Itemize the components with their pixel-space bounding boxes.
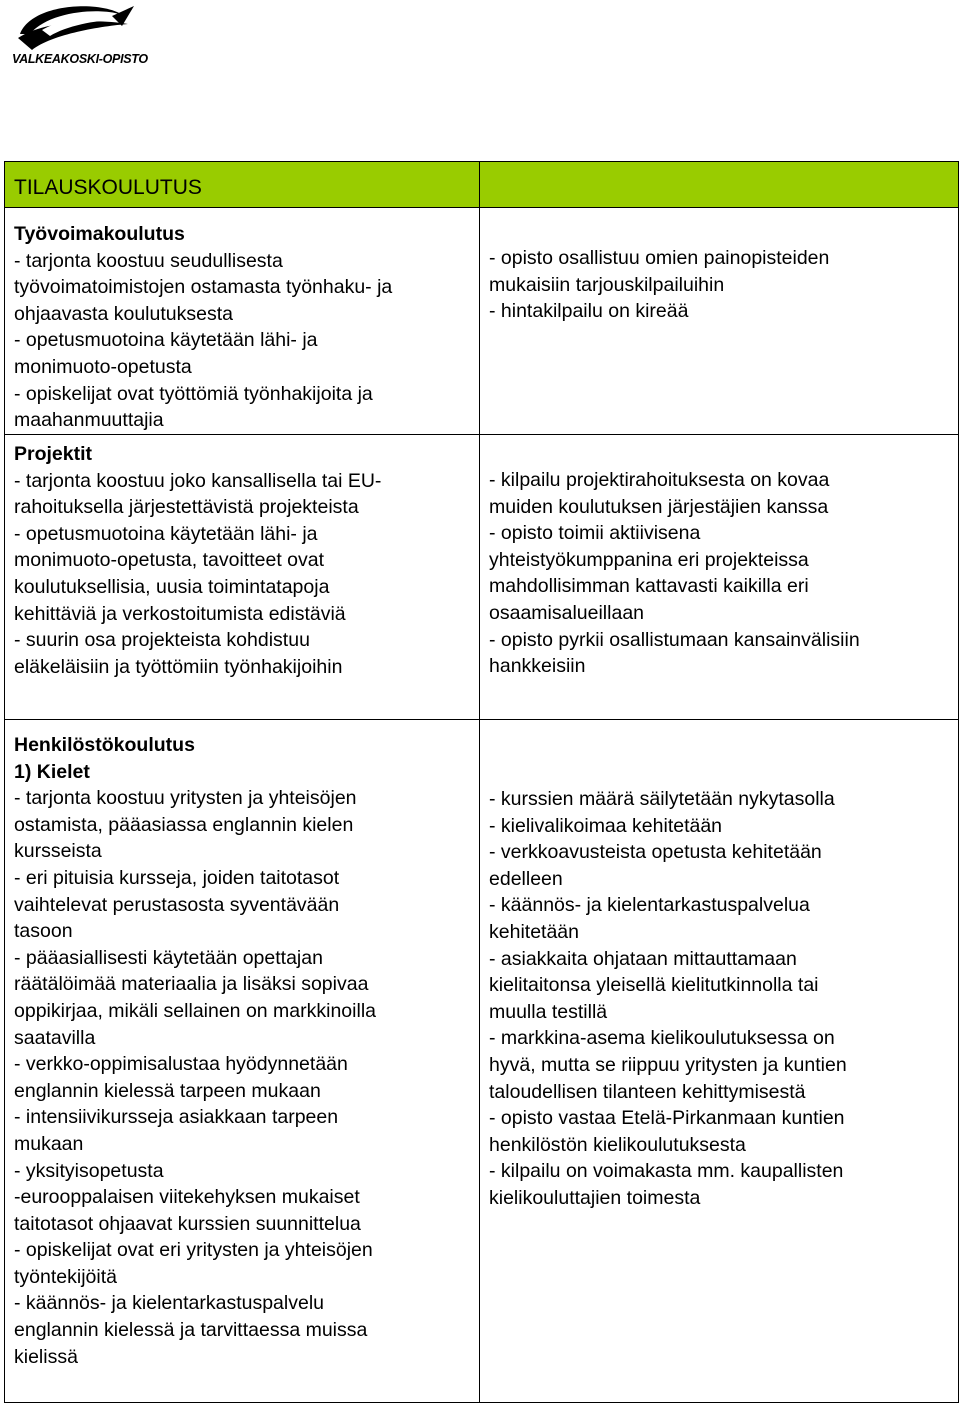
header-cell-right bbox=[480, 162, 959, 208]
text-line: työntekijöitä bbox=[14, 1265, 117, 1288]
text-line: - opetusmuotoina käytetään lähi- ja bbox=[14, 329, 318, 352]
text-line: osaamisalueillaan bbox=[489, 601, 645, 624]
text-line: - käännös- ja kielentarkastuspalvelu bbox=[14, 1292, 325, 1315]
text-line: kursseista bbox=[14, 840, 102, 863]
logo-emblem-icon bbox=[12, 4, 136, 54]
text-line: yhteistyökumppanina eri projekteissa bbox=[489, 548, 809, 571]
header-cell-left bbox=[5, 162, 480, 208]
text-line: - asiakkaita ohjataan mittauttamaan bbox=[489, 947, 797, 970]
section-title: Työvoimakoulutus bbox=[14, 223, 185, 245]
text-line: tasoon bbox=[14, 920, 73, 943]
text-line: taloudellisen tilanteen kehittymisestä bbox=[489, 1080, 806, 1103]
text-line: -eurooppalaisen viitekehyksen mukaiset bbox=[14, 1186, 360, 1209]
table-header: TILAUSKOULUTUS bbox=[14, 176, 202, 199]
text-line: muiden koulutuksen järjestäjien kanssa bbox=[489, 495, 829, 518]
text-line: - kielivalikoimaa kehitetään bbox=[489, 814, 723, 837]
text-line: englannin kielessä ja tarvittaessa muissa bbox=[14, 1319, 368, 1342]
text-line: koulutuksellisia, uusia toimintatapoja bbox=[14, 575, 330, 598]
text-line: - opisto pyrkii osallistumaan kansainvälisiin bbox=[489, 628, 860, 651]
text-line: - opetusmuotoina käytetään lähi- ja bbox=[14, 522, 318, 545]
text-line: - kurssien määrä säilytetään nykytasolla bbox=[489, 788, 835, 810]
text-line: - opiskelijat ovat työttömiä työnhakijoita ja bbox=[14, 382, 373, 405]
row-left-content bbox=[5, 208, 479, 434]
section-subtitle: 1) Kielet bbox=[14, 760, 90, 783]
text-line: - opisto toimii aktiivisena bbox=[489, 522, 701, 545]
text-line: rahoituksella järjestettävistä projekteista bbox=[14, 496, 359, 519]
row-right-content bbox=[480, 208, 958, 325]
text-line: - tarjonta koostuu seudullisesta bbox=[14, 249, 283, 272]
text-line: monimuoto-opetusta bbox=[14, 355, 192, 378]
text-line: räätälöimää materiaalia ja lisäksi sopivaa bbox=[14, 973, 369, 996]
text-line: edelleen bbox=[489, 867, 563, 890]
text-line: muulla testillä bbox=[489, 1000, 608, 1023]
text-line: ostamista, pääasiassa englannin kielen bbox=[14, 813, 354, 836]
text-line: maahanmuuttajia bbox=[14, 409, 164, 432]
tilauskoulutus-table bbox=[4, 161, 959, 1403]
row-right-content bbox=[480, 435, 958, 680]
text-line: mahdollisimman kattavasti kaikilla eri bbox=[489, 575, 809, 598]
text-line: taitotasot ohjaavat kurssien suunnittelua bbox=[14, 1212, 361, 1235]
text-line: - opisto osallistuu omien painopisteiden bbox=[489, 247, 830, 269]
text-line: - eri pituisia kursseja, joiden taitotasot bbox=[14, 866, 340, 889]
text-line: hyvä, mutta se riippuu yritysten ja kuntien bbox=[489, 1053, 847, 1076]
text-line: - verkko-oppimisalustaa hyödynnetään bbox=[14, 1053, 348, 1076]
text-line: kehittäviä ja verkostoitumista edistäviä bbox=[14, 602, 346, 625]
text-line: kielissä bbox=[14, 1345, 78, 1368]
text-line: englannin kielessä tarpeen mukaan bbox=[14, 1079, 321, 1102]
text-line: ohjaavasta koulutuksesta bbox=[14, 302, 233, 325]
text-line: - tarjonta koostuu yritysten ja yhteisöjen bbox=[14, 787, 357, 810]
text-line: eläkeläisiin ja työttömiin työnhakijoihin bbox=[14, 655, 343, 678]
row-left-cell bbox=[5, 435, 480, 720]
text-line: vaihtelevat perustasosta syventävään bbox=[14, 893, 340, 916]
text-line: mukaan bbox=[14, 1132, 84, 1155]
row-left-cell bbox=[5, 720, 480, 1403]
section-title: Henkilöstökoulutus bbox=[14, 734, 195, 756]
text-line: - kilpailu projektirahoituksesta on kovaa bbox=[489, 469, 830, 491]
table-header-row bbox=[5, 162, 959, 208]
text-line: - intensiivikursseja asiakkaan tarpeen bbox=[14, 1106, 339, 1129]
text-line: kielitaitonsa yleisellä kielitutkinnolla tai bbox=[489, 974, 819, 997]
text-line: saatavilla bbox=[14, 1026, 96, 1049]
table-row bbox=[5, 435, 959, 720]
text-line: - opisto vastaa Etelä-Pirkanmaan kuntien bbox=[489, 1107, 845, 1130]
text-line: hankkeisiin bbox=[489, 655, 586, 678]
text-line: henkilöstön kielikoulutuksesta bbox=[489, 1133, 746, 1156]
logo-wordmark: VALKEAKOSKI-OPISTO bbox=[12, 52, 148, 66]
text-line: - kilpailu on voimakasta mm. kaupallisten bbox=[489, 1160, 844, 1183]
text-line: kielikouluttajien toimesta bbox=[489, 1186, 701, 1209]
table-row bbox=[5, 208, 959, 435]
text-line: kehitetään bbox=[489, 920, 579, 943]
text-line: - hintakilpailu on kireää bbox=[489, 300, 689, 323]
text-line: työvoimatoimistojen ostamasta työnhaku- ja bbox=[14, 276, 393, 299]
row-left-cell bbox=[5, 208, 480, 435]
text-line: - opiskelijat ovat eri yritysten ja yhteisöjen bbox=[14, 1239, 373, 1262]
table-row bbox=[5, 720, 959, 1403]
text-line: - markkina-asema kielikoulutuksessa on bbox=[489, 1027, 835, 1050]
text-line: mukaisiin tarjouskilpailuihin bbox=[489, 273, 725, 296]
row-left-content bbox=[5, 435, 479, 680]
text-line: - pääasiallisesti käytetään opettajan bbox=[14, 946, 323, 969]
text-line: - verkkoavusteista opetusta kehitetään bbox=[489, 841, 822, 864]
row-right-content bbox=[480, 720, 958, 1212]
text-line: - suurin osa projekteista kohdistuu bbox=[14, 629, 310, 652]
row-right-cell bbox=[480, 720, 959, 1403]
text-line: - käännös- ja kielentarkastuspalvelua bbox=[489, 894, 810, 917]
text-line: - yksityisopetusta bbox=[14, 1159, 164, 1182]
row-right-cell bbox=[480, 435, 959, 720]
row-right-cell bbox=[480, 208, 959, 435]
valkeakoski-opisto-logo bbox=[12, 4, 148, 70]
text-line: - tarjonta koostuu joko kansallisella tai EU- bbox=[14, 469, 382, 492]
section-title: Projektit bbox=[14, 443, 93, 465]
text-line: monimuoto-opetusta, tavoitteet ovat bbox=[14, 549, 325, 572]
row-left-content bbox=[5, 720, 479, 1370]
text-line: oppikirjaa, mikäli sellainen on markkinoilla bbox=[14, 999, 376, 1022]
